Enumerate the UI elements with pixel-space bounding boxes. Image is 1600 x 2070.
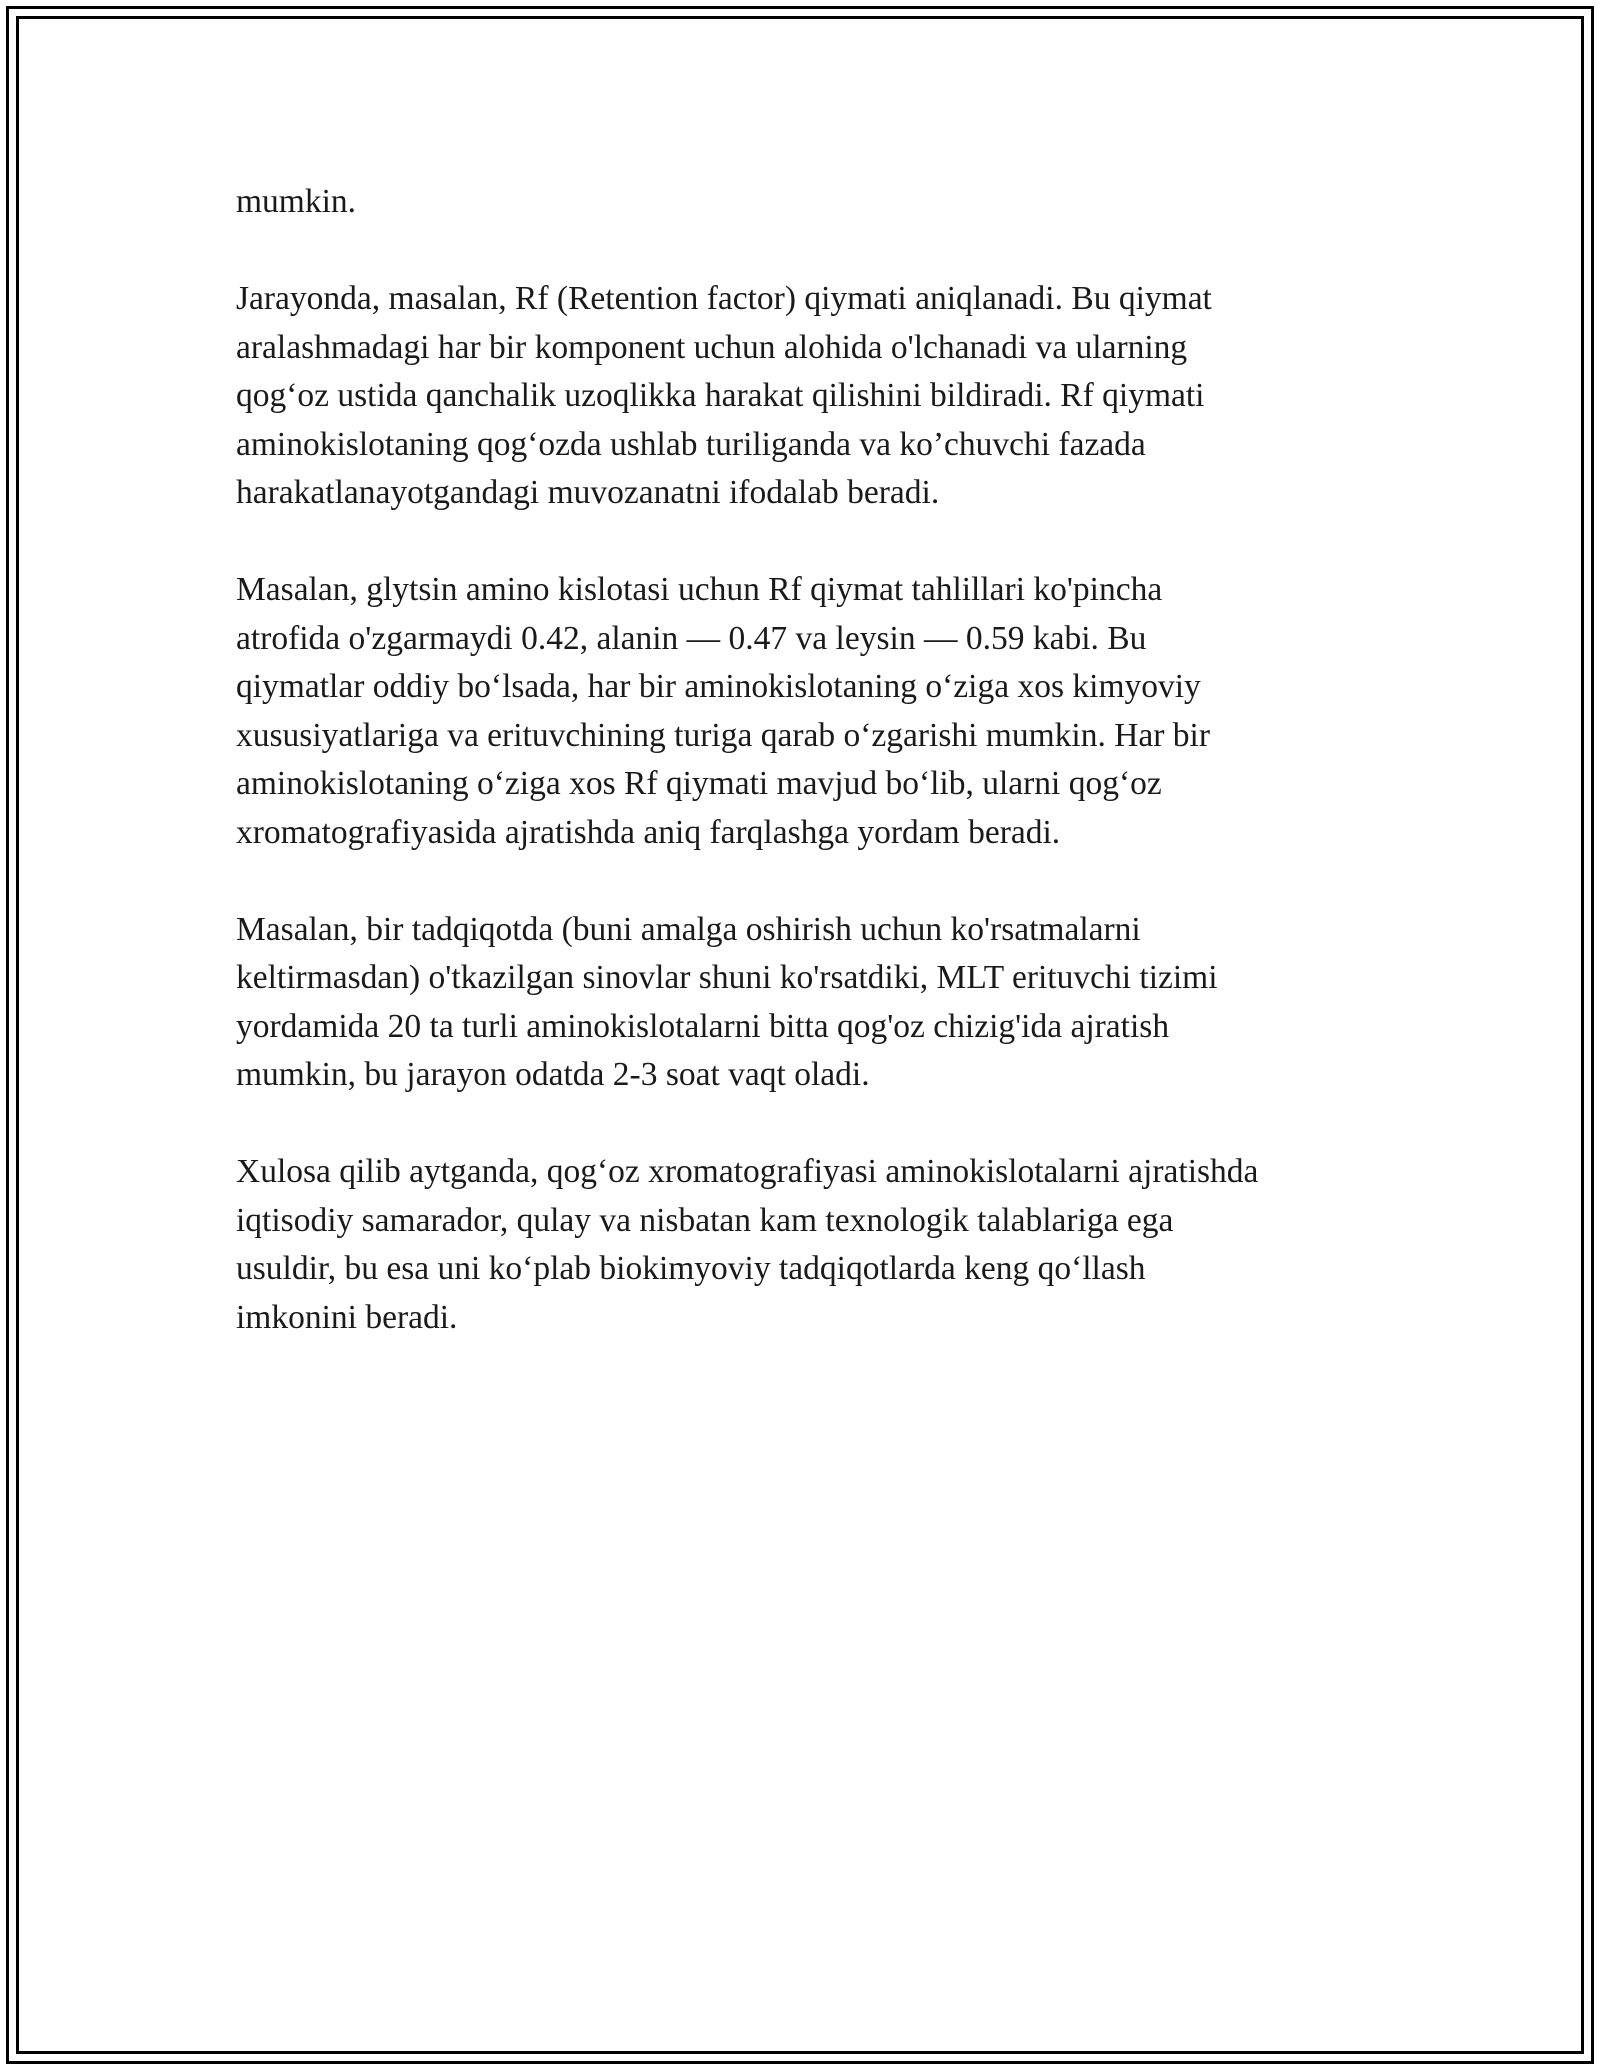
paragraph-conclusion: Xulosa qilib aytganda, qog‘oz xromatografiyasi aminokislotalarni ajratishda iqtisodiy samarador, qulay va nisbatan kam texnologik talablariga ega usuldir, bu esa uni ko‘plab biokimyoviy tadqiqotlarda keng qo‘llash imkonini beradi.: [236, 1153, 1259, 1336]
paragraph-continuation: mumkin.: [236, 183, 357, 220]
document-body: [236, 178, 1376, 1391]
paragraph-rf-definition: Jarayonda, masalan, Rf (Retention factor) qiymati aniqlanadi. Bu qiymat aralashmadagi har bir komponent uchun alohida o'lchanadi va ularning qog‘oz ustida qanchalik uzoqlikka harakat qilishini bildiradi. Rf qiymati aminokislotaning qog‘ozda ushlab turiliganda va ko’chuvchi fazada harakatlanayotgandagi muvozanatni ifodalab beradi.: [236, 280, 1212, 511]
paragraph-rf-values: Masalan, glytsin amino kislotasi uchun Rf qiymat tahlillari ko'pincha atrofida o'zgarmaydi 0.42, alanin — 0.47 va leysin — 0.59 kabi. Bu qiymatlar oddiy bo‘lsada, har bir aminokislotaning o‘ziga xos kimyoviy xususiyatlariga va erituvchining turiga qarab o‘zgarishi mumkin. Har bir aminokislotaning o‘ziga xos Rf qiymati mavjud bo‘lib, ularni qog‘oz xromatografiyasida ajratishda aniq farqlashga yordam beradi.: [236, 571, 1211, 851]
paragraph-study-example: Masalan, bir tadqiqotda (buni amalga oshirish uchun ko'rsatmalarni keltirmasdan) o'tkazilgan sinovlar shuni ko'rsatdiki, MLT erituvchi tizimi yordamida 20 ta turli aminokislotalarni bitta qog'oz chizig'ida ajratish mumkin, bu jarayon odatda 2-3 soat vaqt oladi.: [236, 910, 1218, 1093]
